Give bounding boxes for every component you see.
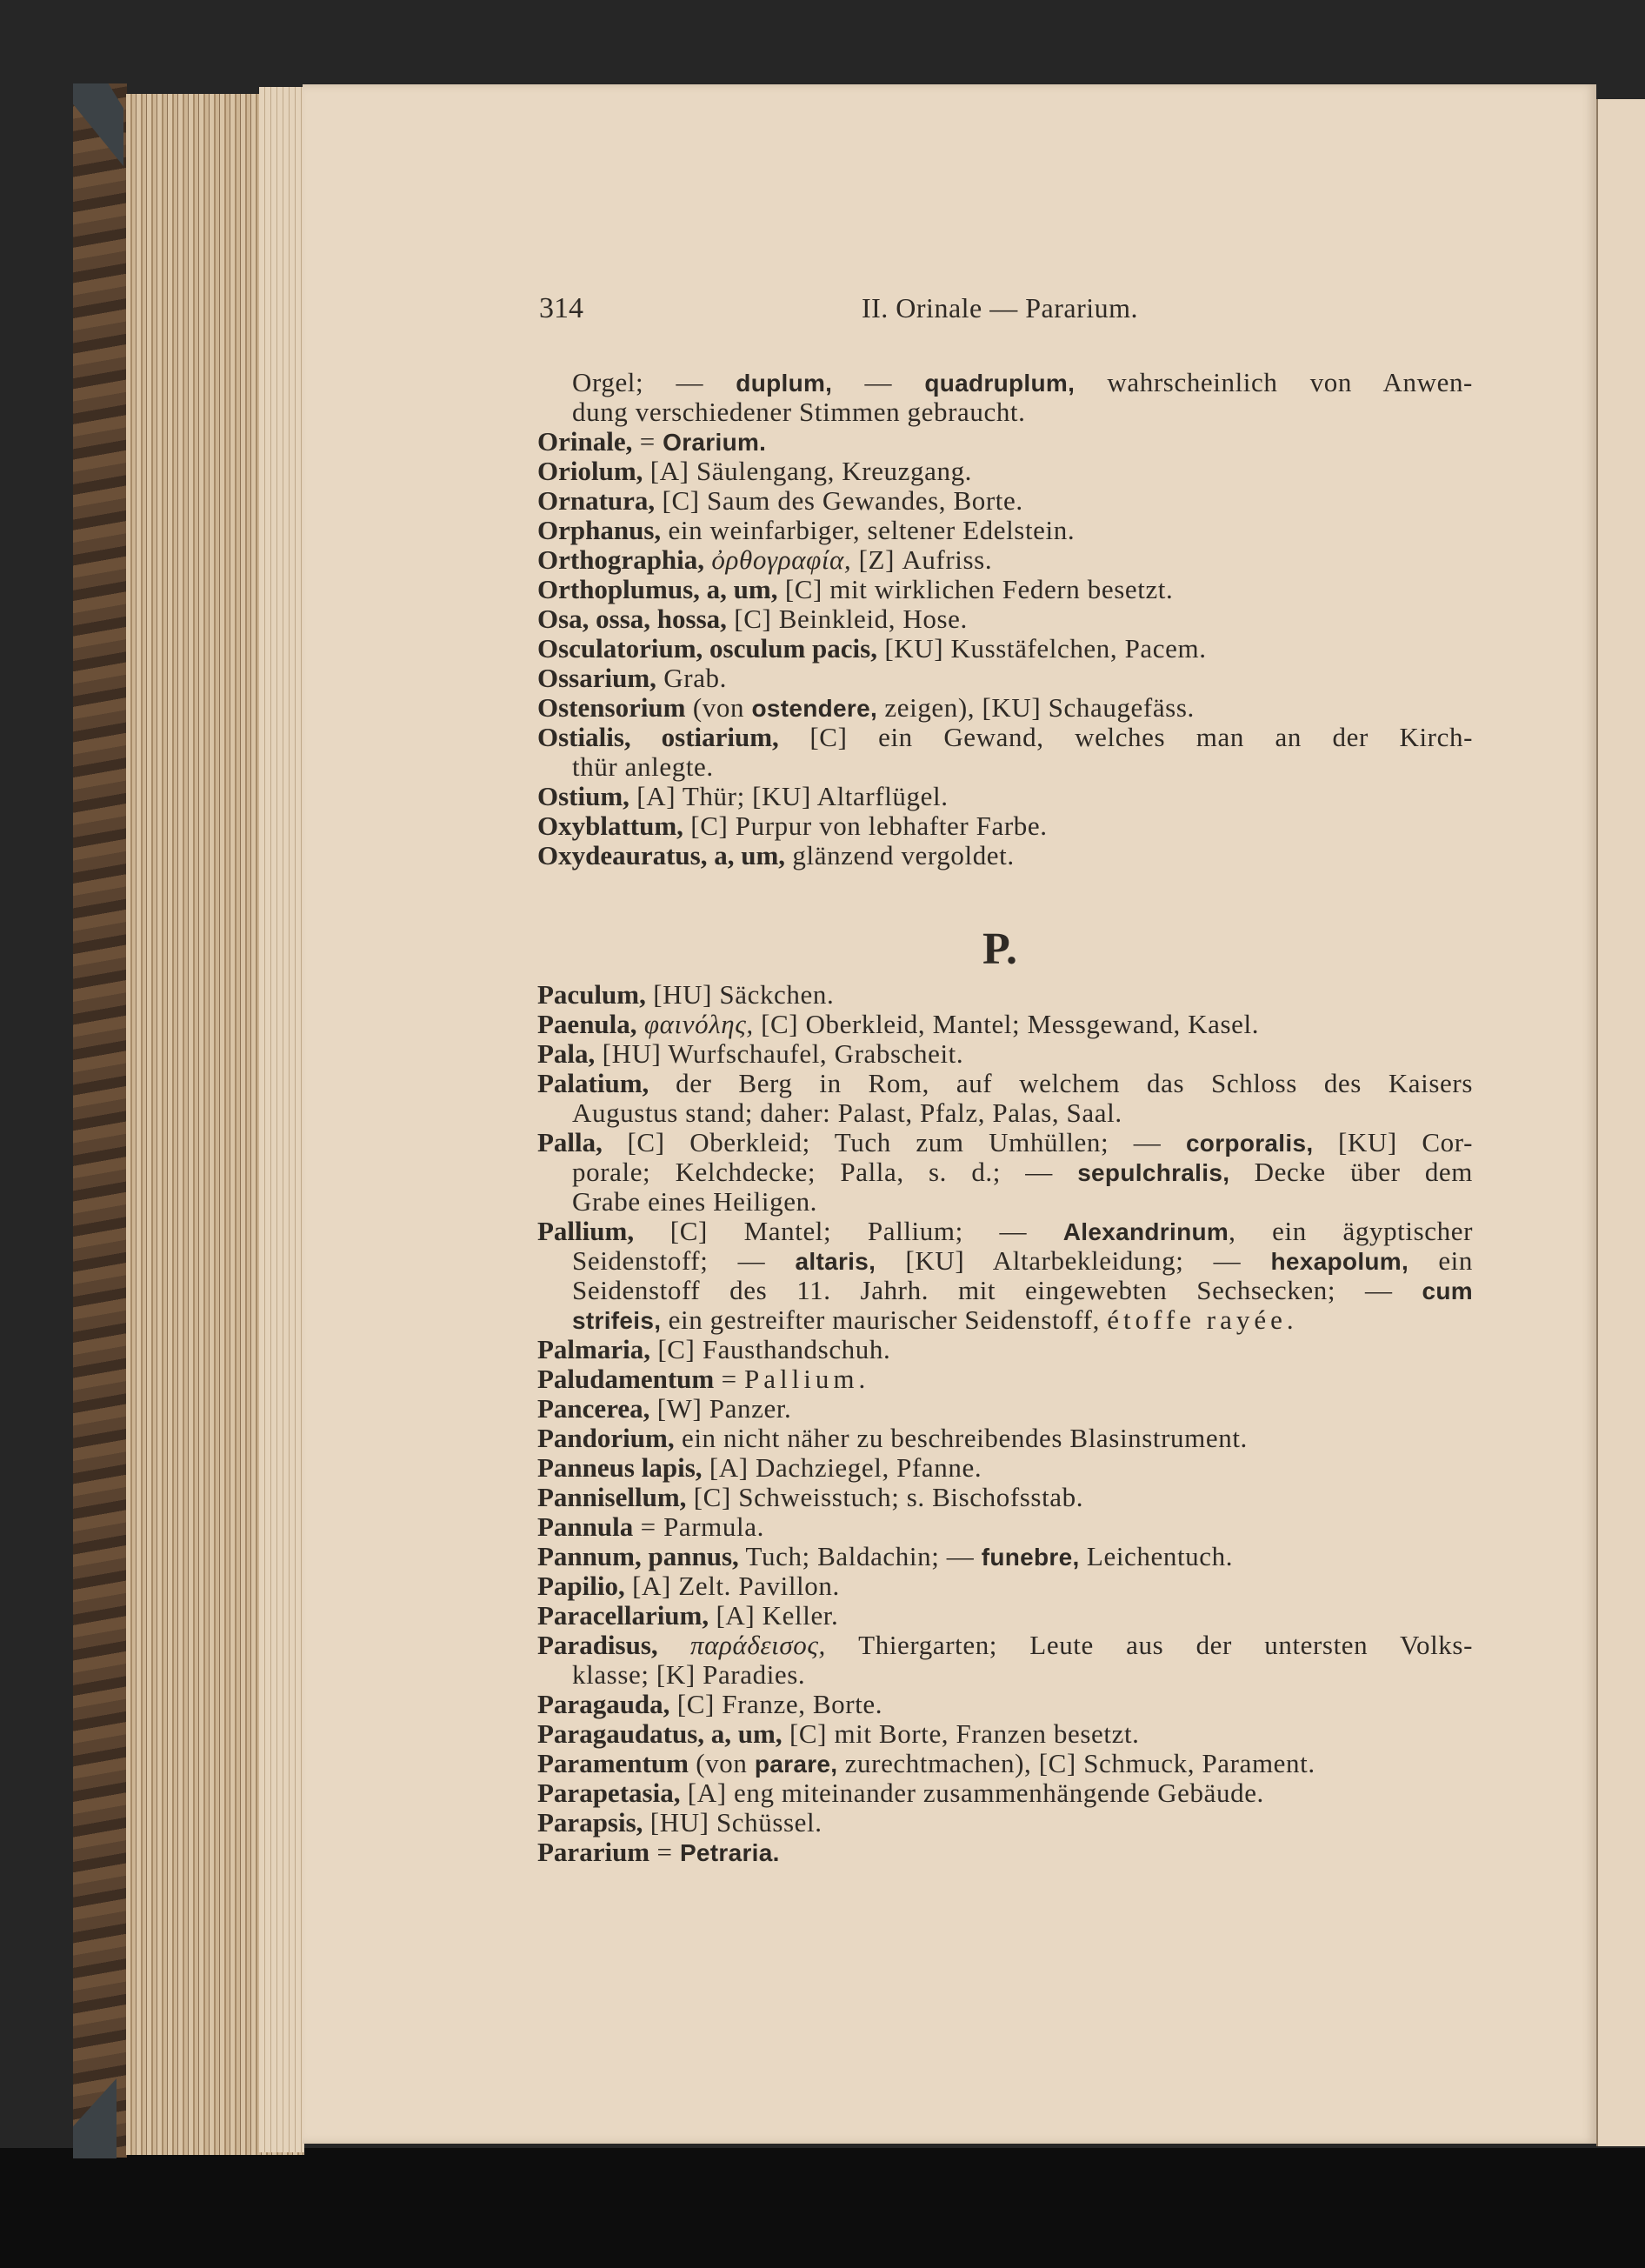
- running-head: II. Orinale — Pararium.: [861, 292, 1139, 324]
- entry-text: Grab.: [656, 663, 728, 693]
- entry-text: [KU] Cor-: [1313, 1128, 1473, 1157]
- dictionary-entry-line: [537, 1808, 1473, 1838]
- headword: Pandorium,: [537, 1423, 675, 1453]
- entry-continuation-line: [537, 1660, 1473, 1690]
- dictionary-entry-line: [537, 634, 1473, 664]
- dictionary-entry-line: [537, 604, 1473, 634]
- dictionary-entry-line: [537, 1217, 1473, 1246]
- entry-continuation-line: [537, 1246, 1473, 1276]
- headword: Pannula: [537, 1511, 634, 1542]
- emphasized-term: quadruplum,: [924, 370, 1076, 397]
- entry-text: [A] Keller.: [709, 1600, 839, 1631]
- dictionary-entry-line: [537, 841, 1473, 871]
- entry-text: [A] Thür; [KU] Altarflügel.: [629, 781, 949, 811]
- headword: Pancerea,: [537, 1393, 650, 1424]
- entry-continuation-line: [537, 1098, 1473, 1128]
- facing-page-edge: [1596, 99, 1645, 2146]
- entry-text: = Parmula.: [633, 1511, 764, 1542]
- headword: Parapetasia,: [537, 1778, 681, 1808]
- headword: Paramentum: [537, 1748, 689, 1778]
- headword: Ornatura,: [537, 485, 656, 516]
- headword: Parapsis,: [537, 1807, 643, 1838]
- dictionary-entry-line: [537, 545, 1473, 575]
- entry-text: ein gestreifter maurischer Seidenstoff,: [661, 1304, 1108, 1335]
- emphasized-term: hexapolum,: [1270, 1248, 1409, 1275]
- entry-text: [A] Dachziegel, Pfanne.: [702, 1452, 982, 1483]
- dictionary-entry-line: [537, 1778, 1473, 1808]
- entry-text: zeigen), [KU] Schaugefäss.: [877, 692, 1195, 723]
- entry-text: Grabe eines Heiligen.: [572, 1186, 818, 1217]
- entry-text: [A] Zelt. Pavillon.: [624, 1571, 840, 1601]
- dictionary-entry-line: [537, 1010, 1473, 1039]
- dictionary-entry-line: [537, 1424, 1473, 1453]
- entry-text: [C] Franze, Borte.: [669, 1689, 883, 1719]
- entry-text: [C] mit wirklichen Federn besetzt.: [777, 574, 1174, 604]
- dictionary-entry-line: [537, 1749, 1473, 1778]
- entry-text: glänzend vergoldet.: [785, 840, 1015, 871]
- entry-text: (von: [688, 1748, 755, 1778]
- dictionary-entry-line: [537, 1069, 1473, 1098]
- entry-text: [Z] Aufriss.: [851, 544, 993, 575]
- entry-text: [C] Purpur von lebhafter Farbe.: [683, 810, 1048, 841]
- entry-text: [C] Fausthandschuh.: [650, 1334, 891, 1364]
- headword: Paragaudatus, a, um,: [537, 1718, 783, 1749]
- entry-text: [HU] Säckchen.: [645, 979, 835, 1010]
- entry-text: Tuch; Baldachin; —: [738, 1541, 982, 1571]
- dictionary-entry-line: [537, 1394, 1473, 1424]
- entry-text: porale; Kelchdecke; Palla, s. d.; —: [572, 1157, 1078, 1187]
- headword: Paradisus,: [537, 1631, 658, 1660]
- dictionary-entry-line: [537, 811, 1473, 841]
- entry-text: [C] Beinkleid, Hose.: [726, 604, 968, 634]
- dictionary-entry-line: [537, 1601, 1473, 1631]
- entry-text: [HU] Schüssel.: [643, 1807, 822, 1838]
- entry-text: Augustus stand; daher: Palast, Pfalz, Palas, Saal.: [572, 1097, 1122, 1128]
- dictionary-entry-line: [537, 457, 1473, 486]
- dictionary-entry-line: [537, 1690, 1473, 1719]
- emphasized-term: cum: [1422, 1277, 1473, 1304]
- entry-text: ein: [1409, 1246, 1473, 1276]
- entry-text: Decke über dem: [1229, 1157, 1473, 1187]
- entry-text: [C] Oberkleid, Mantel; Messgewand, Kasel.: [753, 1009, 1260, 1039]
- headword: Ossarium,: [537, 663, 656, 693]
- emphasized-term: Orarium.: [663, 429, 767, 456]
- headword: Oriolum,: [537, 456, 643, 486]
- emphasized-term: ostendere,: [751, 695, 878, 722]
- entry-text: Thiergarten; Leute aus der untersten Volks-: [825, 1631, 1473, 1660]
- headword: Pannisellum,: [537, 1482, 687, 1512]
- entry-text: [W] Panzer.: [649, 1393, 792, 1424]
- headword: Palmaria,: [537, 1334, 650, 1364]
- page-edges-inner: [259, 87, 304, 2152]
- entry-text: zurechtmachen), [C] Schmuck, Parament.: [837, 1748, 1315, 1778]
- headword: Paracellarium,: [537, 1600, 709, 1631]
- headword: Pararium: [537, 1837, 650, 1867]
- dictionary-entry-line: [537, 1571, 1473, 1601]
- dictionary-entry-line: [537, 980, 1473, 1010]
- emphasized-term: Alexandrinum: [1062, 1218, 1229, 1245]
- entry-text: wahrscheinlich von Anwen-: [1075, 368, 1473, 397]
- entry-text: =: [632, 426, 663, 457]
- headword: Panneus lapis,: [537, 1452, 703, 1483]
- entry-text: [A] eng miteinander zusammenhängende Gebäude.: [680, 1778, 1264, 1808]
- headword: Palatium,: [537, 1069, 649, 1098]
- entry-continuation-line: [537, 368, 1473, 397]
- spaced-text: Pallium.: [744, 1364, 870, 1394]
- dictionary-entry-line: [537, 693, 1473, 723]
- dictionary-entry-line: [537, 486, 1473, 516]
- dictionary-entry-line: [537, 1039, 1473, 1069]
- headword: Ostensorium: [537, 692, 686, 723]
- entry-text: Orgel; —: [572, 368, 736, 397]
- emphasized-term: Petraria.: [679, 1839, 780, 1866]
- dictionary-entry-line: [537, 1364, 1473, 1394]
- entry-text: (von: [685, 692, 752, 723]
- entry-text: [637, 1009, 644, 1039]
- dictionary-entry-line: [537, 664, 1473, 693]
- entry-text: Seidenstoff; —: [572, 1246, 796, 1276]
- entry-text: [A] Säulengang, Kreuzgang.: [643, 456, 973, 486]
- entry-text: [C] Mantel; Pallium; —: [634, 1217, 1063, 1246]
- headword: Paenula,: [537, 1009, 637, 1039]
- headword: Orthoplumus, a, um,: [537, 574, 778, 604]
- entry-text: [HU] Wurfschaufel, Grabscheit.: [595, 1038, 964, 1069]
- headword: Ostium,: [537, 781, 629, 811]
- dictionary-entry-line: [537, 575, 1473, 604]
- entry-text: dung verschiedener Stimmen gebraucht.: [572, 397, 1026, 427]
- entry-text: klasse; [K] Paradies.: [572, 1659, 806, 1690]
- headword: Pallium,: [537, 1217, 635, 1246]
- entry-continuation-line: [537, 1157, 1473, 1187]
- entry-continuation-line: [537, 752, 1473, 782]
- entry-continuation-line: [537, 1187, 1473, 1217]
- entry-continuation-line: [537, 1305, 1473, 1335]
- headword: Pannum, pannus,: [537, 1541, 739, 1571]
- emphasized-term: strifeis,: [572, 1307, 662, 1334]
- dictionary-entry-line: [537, 1453, 1473, 1483]
- entries-o: [537, 368, 1473, 871]
- greek-term: ὀρθογραφία,: [711, 544, 852, 575]
- entry-text: [C] ein Gewand, welches man an der Kirch-: [778, 723, 1473, 752]
- entry-text: der Berg in Rom, auf welchem das Schloss des Kaisers: [649, 1069, 1473, 1098]
- headword: Pala,: [537, 1038, 596, 1069]
- entry-text: =: [714, 1364, 745, 1394]
- emphasized-term: funebre,: [981, 1544, 1080, 1571]
- entry-text: [C] Schweisstuch; s. Bischofsstab.: [686, 1482, 1084, 1512]
- headword: Paludamentum: [537, 1364, 715, 1394]
- dictionary-entry-line: [537, 516, 1473, 545]
- greek-term: παράδεισος,: [689, 1631, 826, 1660]
- dictionary-entry-line: [537, 782, 1473, 811]
- emphasized-term: duplum,: [736, 370, 833, 397]
- headword: Oxyblattum,: [537, 810, 683, 841]
- headword: Orphanus,: [537, 515, 662, 545]
- dictionary-entry-line: [537, 1542, 1473, 1571]
- entry-text: ein nicht näher zu beschreibendes Blasinstrument.: [674, 1423, 1248, 1453]
- entry-continuation-line: [537, 1276, 1473, 1305]
- emphasized-term: sepulchralis,: [1077, 1159, 1230, 1186]
- headword: Papilio,: [537, 1571, 625, 1601]
- dictionary-entry-line: [537, 1335, 1473, 1364]
- dictionary-entry-line: [537, 1838, 1473, 1867]
- headword: Orthographia,: [537, 544, 705, 575]
- entry-text: [C] Oberkleid; Tuch zum Umhüllen; —: [602, 1128, 1186, 1157]
- entry-text: —: [832, 368, 925, 397]
- dictionary-entry-line: [537, 427, 1473, 457]
- entry-text: [KU] Altarbekleidung; —: [876, 1246, 1271, 1276]
- emphasized-term: corporalis,: [1185, 1130, 1314, 1157]
- background-shadow: [0, 2148, 1645, 2268]
- entry-continuation-line: [537, 397, 1473, 427]
- emphasized-term: altaris,: [795, 1248, 876, 1275]
- dictionary-entry-line: [537, 723, 1473, 752]
- greek-term: φαινόλης,: [643, 1009, 754, 1039]
- headword: Oxydeauratus, a, um,: [537, 840, 786, 871]
- entry-text: ein weinfarbiger, seltener Edelstein.: [661, 515, 1076, 545]
- headword: Osa, ossa, hossa,: [537, 604, 727, 634]
- headword: Ostialis, ostiarium,: [537, 723, 779, 752]
- entry-text: thür anlegte.: [572, 751, 714, 782]
- emphasized-term: parare,: [754, 1751, 838, 1778]
- book-cover-edge: [73, 83, 127, 2158]
- spaced-text: étoffe rayée.: [1107, 1304, 1298, 1335]
- entry-text: [KU] Kusstäfelchen, Pacem.: [876, 633, 1207, 664]
- dictionary-entry-line: [537, 1512, 1473, 1542]
- entry-text: [C] mit Borte, Franzen besetzt.: [782, 1718, 1140, 1749]
- headword: Palla,: [537, 1128, 603, 1157]
- dictionary-entry-line: [537, 1128, 1473, 1157]
- headword: Orinale,: [537, 426, 633, 457]
- headword: Osculatorium, osculum pacis,: [537, 633, 877, 664]
- dictionary-entry-line: [537, 1719, 1473, 1749]
- entry-text: [658, 1631, 690, 1660]
- entry-text: Seidenstoff des 11. Jahrh. mit eingewebten Sechsecken; —: [572, 1276, 1422, 1305]
- entries-p: [537, 980, 1473, 1867]
- section-heading: P.: [982, 924, 1017, 974]
- dictionary-entry-line: [537, 1631, 1473, 1660]
- entry-text: Leichentuch.: [1079, 1541, 1234, 1571]
- page-number: 314: [539, 292, 583, 324]
- dictionary-entry-line: [537, 1483, 1473, 1512]
- headword: Paragauda,: [537, 1689, 670, 1719]
- entry-text: =: [649, 1837, 680, 1867]
- entry-text: [C] Saum des Gewandes, Borte.: [655, 485, 1023, 516]
- entry-text: , ein ägyptischer: [1229, 1217, 1473, 1246]
- headword: Paculum,: [537, 979, 646, 1010]
